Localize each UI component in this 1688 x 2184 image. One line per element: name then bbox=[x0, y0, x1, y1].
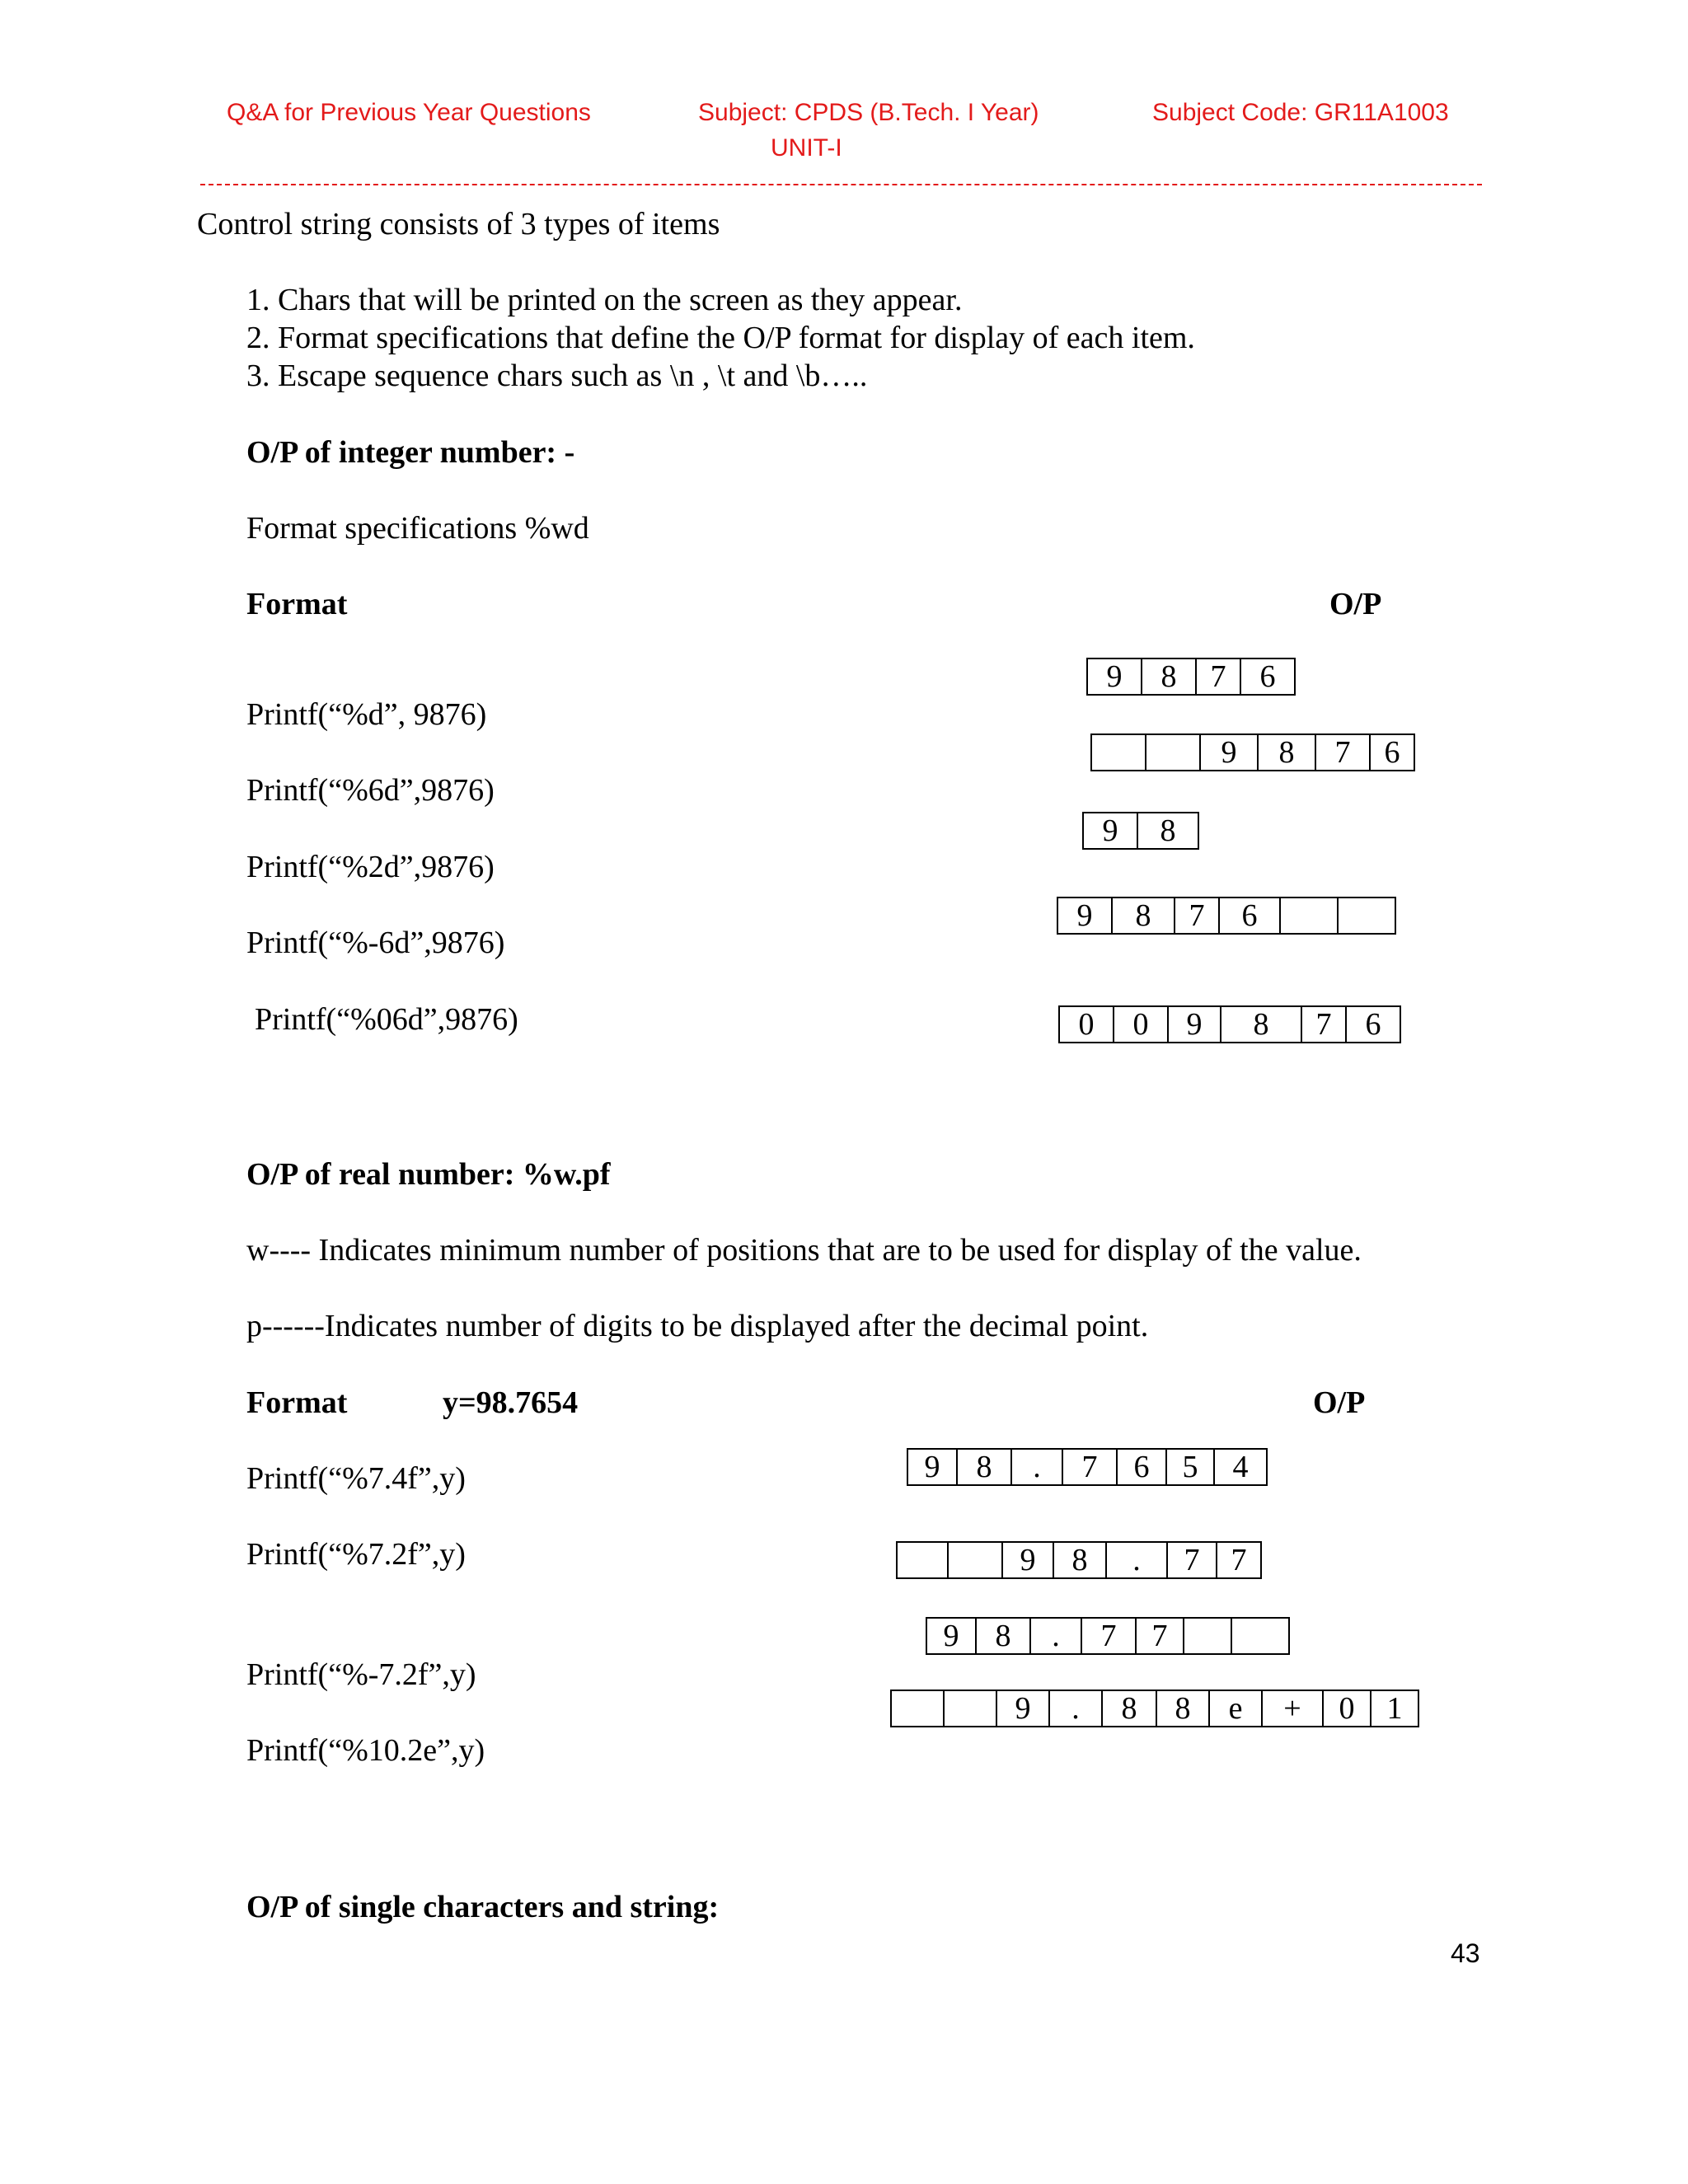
integer-output-boxes bbox=[1057, 897, 1396, 935]
real-w-description: w---- Indicates minimum number of positions that are to be used for display of the value. bbox=[246, 1233, 1362, 1268]
output-digit-box: 7 bbox=[1135, 1617, 1184, 1655]
real-y-value: y=98.7654 bbox=[443, 1385, 579, 1420]
output-digit-box: 8 bbox=[1156, 1690, 1210, 1727]
real-output-boxes bbox=[907, 1448, 1268, 1486]
output-digit-box bbox=[943, 1690, 997, 1727]
header-unit: UNIT-I bbox=[771, 134, 842, 162]
list-item: 2. Format specifications that define the O/P format for display of each item. bbox=[246, 321, 1195, 355]
real-p-description: p------Indicates number of digits to be displayed after the decimal point. bbox=[246, 1309, 1149, 1343]
output-digit-box: 8 bbox=[1111, 897, 1175, 935]
output-digit-box: 0 bbox=[1058, 1005, 1114, 1043]
output-digit-box: 8 bbox=[1137, 812, 1199, 850]
real-heading: O/P of real number: %w.pf bbox=[246, 1157, 611, 1192]
output-digit-box: 7 bbox=[1174, 897, 1220, 935]
output-digit-box: . bbox=[1105, 1541, 1168, 1579]
page-number: 43 bbox=[1451, 1938, 1480, 1968]
output-digit-box: 9 bbox=[907, 1448, 958, 1486]
integer-spec: Format specifications %wd bbox=[246, 511, 589, 546]
output-digit-box: 9 bbox=[1086, 658, 1142, 696]
output-digit-box: 7 bbox=[1216, 1541, 1262, 1579]
output-digit-box bbox=[1337, 897, 1396, 935]
output-digit-box: 7 bbox=[1081, 1617, 1137, 1655]
output-digit-box: 7 bbox=[1166, 1541, 1217, 1579]
intro-text: Control string consists of 3 types of items bbox=[197, 207, 720, 241]
output-digit-box bbox=[1231, 1617, 1290, 1655]
integer-output-boxes bbox=[1090, 733, 1415, 771]
integer-op-label: O/P bbox=[1329, 587, 1382, 621]
output-digit-box: 9 bbox=[1082, 812, 1138, 850]
output-digit-box bbox=[1145, 733, 1201, 771]
output-digit-box bbox=[1183, 1617, 1232, 1655]
output-digit-box: 8 bbox=[1220, 1005, 1302, 1043]
output-digit-box: + bbox=[1261, 1690, 1324, 1727]
output-digit-box bbox=[947, 1541, 1003, 1579]
output-digit-box: 0 bbox=[1322, 1690, 1372, 1727]
real-code: Printf(“%7.2f”,y) bbox=[246, 1537, 466, 1572]
output-digit-box: . bbox=[1029, 1617, 1082, 1655]
output-digit-box: 7 bbox=[1315, 733, 1371, 771]
integer-code: Printf(“%2d”,9876) bbox=[246, 850, 495, 884]
output-digit-box: 8 bbox=[1257, 733, 1316, 771]
output-digit-box: 9 bbox=[926, 1617, 977, 1655]
output-digit-box: 6 bbox=[1345, 1005, 1401, 1043]
output-digit-box: . bbox=[1010, 1448, 1063, 1486]
output-digit-box: 7 bbox=[1301, 1005, 1347, 1043]
output-digit-box: 7 bbox=[1195, 658, 1241, 696]
integer-code: Printf(“%6d”,9876) bbox=[246, 773, 495, 808]
output-digit-box: 9 bbox=[1199, 733, 1259, 771]
output-digit-box: 6 bbox=[1240, 658, 1296, 696]
output-digit-box: 6 bbox=[1369, 733, 1415, 771]
integer-heading: O/P of integer number: - bbox=[246, 435, 575, 470]
output-digit-box bbox=[1090, 733, 1146, 771]
output-digit-box: 8 bbox=[975, 1617, 1031, 1655]
header-left: Q&A for Previous Year Questions bbox=[227, 99, 591, 126]
output-digit-box: 7 bbox=[1062, 1448, 1118, 1486]
header-subject-code: Subject Code: GR11A1003 bbox=[1152, 99, 1449, 126]
integer-format-label: Format bbox=[246, 587, 348, 621]
output-digit-box: . bbox=[1048, 1690, 1103, 1727]
char-string-heading: O/P of single characters and string: bbox=[246, 1890, 720, 1924]
output-digit-box: 9 bbox=[996, 1690, 1050, 1727]
output-digit-box: e bbox=[1208, 1690, 1263, 1727]
header-divider bbox=[200, 184, 1482, 185]
output-digit-box: 8 bbox=[1101, 1690, 1157, 1727]
integer-output-boxes bbox=[1086, 658, 1296, 696]
output-digit-box: 8 bbox=[1053, 1541, 1107, 1579]
output-digit-box: 8 bbox=[956, 1448, 1012, 1486]
list-item: 1. Chars that will be printed on the screen as they appear. bbox=[246, 283, 963, 317]
real-output-boxes bbox=[896, 1541, 1262, 1579]
integer-code: Printf(“%06d”,9876) bbox=[255, 1002, 518, 1037]
header-subject: Subject: CPDS (B.Tech. I Year) bbox=[698, 99, 1039, 126]
real-code: Printf(“%-7.2f”,y) bbox=[246, 1657, 476, 1692]
real-output-boxes bbox=[926, 1617, 1290, 1655]
output-digit-box: 5 bbox=[1165, 1448, 1215, 1486]
integer-output-boxes bbox=[1082, 812, 1199, 850]
output-digit-box: 9 bbox=[1001, 1541, 1054, 1579]
output-digit-box: 4 bbox=[1213, 1448, 1268, 1486]
real-code: Printf(“%10.2e”,y) bbox=[246, 1733, 485, 1768]
output-digit-box bbox=[896, 1541, 949, 1579]
output-digit-box: 9 bbox=[1167, 1005, 1221, 1043]
real-format-label: Format bbox=[246, 1385, 348, 1420]
output-digit-box: 8 bbox=[1141, 658, 1197, 696]
output-digit-box bbox=[1279, 897, 1339, 935]
real-output-boxes bbox=[890, 1690, 1419, 1727]
real-op-label: O/P bbox=[1313, 1385, 1366, 1420]
output-digit-box: 6 bbox=[1218, 897, 1281, 935]
integer-output-boxes bbox=[1058, 1005, 1401, 1043]
real-code: Printf(“%7.4f”,y) bbox=[246, 1461, 466, 1496]
list-item: 3. Escape sequence chars such as \n , \t and \b….. bbox=[246, 359, 868, 393]
output-digit-box bbox=[890, 1690, 945, 1727]
integer-code: Printf(“%d”, 9876) bbox=[246, 697, 487, 732]
output-digit-box: 0 bbox=[1113, 1005, 1169, 1043]
integer-code: Printf(“%-6d”,9876) bbox=[246, 926, 505, 960]
output-digit-box: 6 bbox=[1116, 1448, 1167, 1486]
output-digit-box: 1 bbox=[1370, 1690, 1419, 1727]
output-digit-box: 9 bbox=[1057, 897, 1113, 935]
